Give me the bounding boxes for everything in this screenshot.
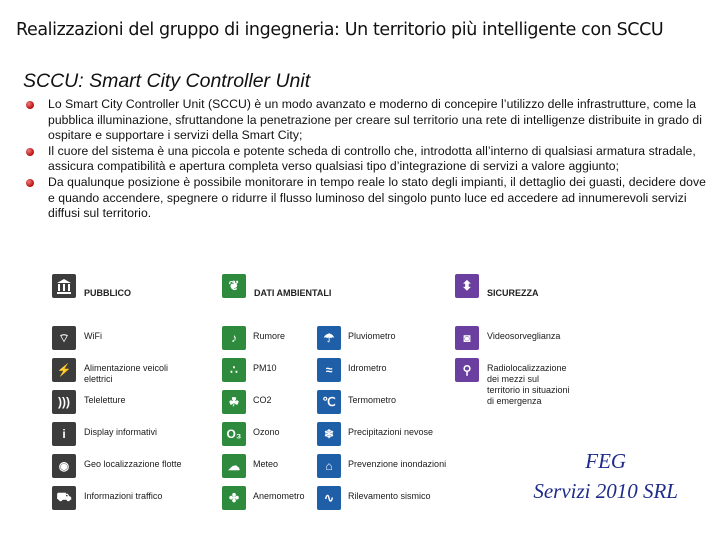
column-heading-pubblico xyxy=(52,270,212,302)
service-label: Informazioni traffico xyxy=(84,491,163,501)
column-heading-ambientali xyxy=(222,270,462,302)
info-display-icon: i xyxy=(52,422,76,446)
noise-icon: ♪ xyxy=(222,326,246,350)
bullet-item xyxy=(26,144,716,175)
service-label: Rumore xyxy=(253,331,286,341)
fleet-geolocation-icon: ◉ xyxy=(52,454,76,478)
service-label: Display informativi xyxy=(84,427,158,437)
service-label: Anemometro xyxy=(253,491,305,501)
service-label: Termometro xyxy=(348,395,397,405)
bullet-dot-icon xyxy=(26,148,34,156)
anemometer-icon: ✤ xyxy=(222,486,246,510)
service-label: Rilevamento sismico xyxy=(348,491,431,501)
service-label: CO2 xyxy=(253,395,272,405)
service-label: Precipitazioni nevose xyxy=(348,427,434,437)
service-label: PM10 xyxy=(253,363,277,373)
services-grid xyxy=(52,270,582,512)
ev-charging-icon: ⚡ xyxy=(52,358,76,382)
ozone-icon: O₃ xyxy=(222,422,246,446)
weather-icon: ☁ xyxy=(222,454,246,478)
camera-icon: ◙ xyxy=(455,326,479,350)
flood-icon: ⌂ xyxy=(317,454,341,478)
service-label: Videosorveglianza xyxy=(487,331,561,341)
service-label: Radiolocalizzazione dei mezzi sul territorio in situazioni di emergenza xyxy=(487,363,570,406)
thermometer-icon: ℃ xyxy=(317,390,341,414)
column-label: SICUREZZA xyxy=(487,288,539,298)
service-label: WiFi xyxy=(84,331,102,341)
company-line-2: Servizi 2010 SRL xyxy=(533,479,678,503)
bullet-text: Da qualunque posizione è possibile monitorare in tempo reale lo stato degli impianti, il dettaglio dei guasti, decidere dove e quando accendere, spegnere o ridurre il flusso luminoso del singolo punto luce ed accedere ad innumerevoli servizi diffusi sul territorio. xyxy=(48,174,706,221)
service-label: Teleletture xyxy=(84,395,126,405)
bullet-dot-icon xyxy=(26,179,34,187)
bullet-text: Lo Smart City Controller Unit (SCCU) è un modo avanzato e moderno di concepire l’utilizzo delle infrastrutture, come la pubblica illuminazione, sfruttandone la penetrazione per creare sul territorio una rete di intelligenze distribuite in grado di ospitare e supportare i servizi della Smart City; xyxy=(48,97,703,143)
column-heading-sicurezza xyxy=(455,270,615,302)
service-label: Pluviometro xyxy=(348,331,396,341)
slide-subtitle: SCCU: Smart City Controller Unit xyxy=(23,70,311,92)
company-name xyxy=(533,446,678,506)
snow-icon: ❄ xyxy=(317,422,341,446)
service-label: Prevenzione inondazioni xyxy=(348,459,447,469)
service-label: Geo localizzazione flotte xyxy=(84,459,182,469)
water-level-icon: ≈ xyxy=(317,358,341,382)
company-line-1: FEG xyxy=(585,449,627,473)
service-label: Ozono xyxy=(253,427,280,437)
leaf-icon: ❦ xyxy=(222,274,246,298)
bullet-text: Il cuore del sistema è una piccola e potente scheda di controllo che, introdotta all’interno di qualsiasi armatura stradale, assicura compatibilità e apertura completa verso qualsiasi tipo d’integrazione di servizi a valore aggiunto; xyxy=(48,143,696,174)
service-label: Meteo xyxy=(253,459,279,469)
service-label: Idrometro xyxy=(348,363,387,373)
radio-location-icon: ⚲ xyxy=(455,358,479,382)
rain-gauge-icon: ☂ xyxy=(317,326,341,350)
remote-reading-icon: ))) xyxy=(52,390,76,414)
bullet-item xyxy=(26,97,716,144)
co2-icon: ☘ xyxy=(222,390,246,414)
pm10-icon: ∴ xyxy=(222,358,246,382)
column-label: PUBBLICO xyxy=(84,288,131,298)
building-icon xyxy=(52,274,76,298)
bullet-list xyxy=(26,97,716,222)
traffic-info-icon: ⛟ xyxy=(52,486,76,510)
wifi-icon: ⌔ xyxy=(52,326,76,350)
bullet-dot-icon xyxy=(26,101,34,109)
service-label: Alimentazione veicoli elettrici xyxy=(84,363,169,384)
bullet-item xyxy=(26,175,716,222)
seismic-icon: ∿ xyxy=(317,486,341,510)
slide-title: Realizzazioni del gruppo di ingegneria: Un territorio più intelligente con SCCU xyxy=(16,20,664,40)
column-label: DATI AMBIENTALI xyxy=(254,288,332,298)
shield-icon: ⬍ xyxy=(455,274,479,298)
